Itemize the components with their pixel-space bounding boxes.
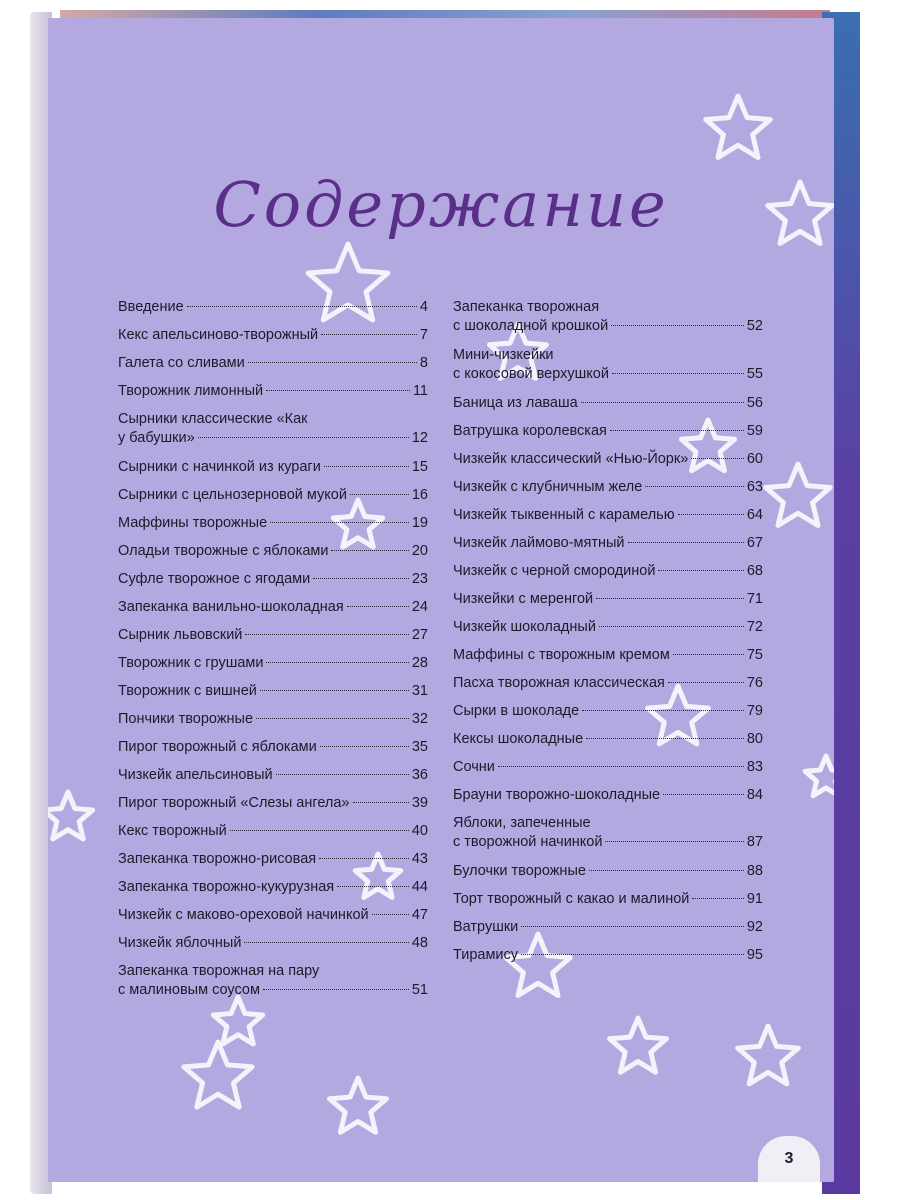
toc-entry bbox=[453, 618, 763, 637]
dot-leader bbox=[248, 362, 417, 363]
toc-entry bbox=[118, 382, 428, 401]
toc-entry-title: Чизкейк лаймово-мятный bbox=[453, 535, 625, 551]
dot-leader bbox=[347, 606, 409, 607]
toc-entry-page: 55 bbox=[746, 366, 763, 382]
toc-entry-page: 95 bbox=[746, 947, 763, 963]
toc-entry bbox=[118, 326, 428, 345]
toc-entry bbox=[118, 962, 428, 1000]
toc-entry-page: 64 bbox=[746, 507, 763, 523]
toc-entry bbox=[118, 822, 428, 841]
toc-entry-page: 11 bbox=[412, 383, 428, 399]
toc-entry-page: 92 bbox=[746, 919, 763, 935]
toc-entry-title: Творожник с грушами bbox=[118, 655, 264, 671]
toc-entry bbox=[453, 478, 763, 497]
dot-leader bbox=[198, 437, 409, 438]
dot-leader bbox=[324, 466, 409, 467]
toc-entry-title: Сочни bbox=[453, 759, 495, 775]
dot-leader bbox=[350, 494, 409, 495]
dot-leader bbox=[668, 682, 744, 683]
toc-entry-title-line: Мини-чизкейки bbox=[453, 347, 554, 363]
toc-entry bbox=[118, 906, 428, 925]
dot-leader bbox=[596, 598, 744, 599]
dot-leader bbox=[589, 870, 744, 871]
toc-entry-title: Творожник лимонный bbox=[118, 383, 264, 399]
toc-entry-page: 23 bbox=[411, 571, 428, 587]
star-outline-icon bbox=[766, 464, 831, 526]
toc-entry bbox=[453, 674, 763, 693]
toc-entry-title: Чизкейк шоколадный bbox=[453, 619, 596, 635]
toc-entry bbox=[118, 934, 428, 953]
toc-entry bbox=[453, 890, 763, 909]
toc-entry-title: Пирог творожный «Слезы ангела» bbox=[118, 795, 350, 811]
toc-entry-title: Галета со сливами bbox=[118, 355, 245, 371]
toc-entry-page: 79 bbox=[746, 703, 763, 719]
toc-entry-title: Сырник львовский bbox=[118, 627, 243, 643]
toc-entry-page: 12 bbox=[411, 430, 428, 446]
toc-entry-page: 67 bbox=[746, 535, 763, 551]
dot-leader bbox=[266, 390, 410, 391]
dot-leader bbox=[692, 898, 743, 899]
dot-leader bbox=[372, 914, 409, 915]
dot-leader bbox=[270, 522, 409, 523]
toc-entry-title: Маффины творожные bbox=[118, 515, 268, 531]
page-title: Содержание bbox=[213, 168, 669, 241]
toc-entry-page: 32 bbox=[411, 711, 428, 727]
toc-entry-page: 4 bbox=[419, 299, 428, 315]
dot-leader bbox=[658, 570, 743, 571]
toc-entry-page: 88 bbox=[746, 863, 763, 879]
toc-entry bbox=[453, 814, 763, 852]
toc-entry bbox=[453, 590, 763, 609]
toc-entry-title: Маффины с творожным кремом bbox=[453, 647, 670, 663]
toc-entry-title: Запеканка ванильно-шоколадная bbox=[118, 599, 344, 615]
toc-entry-page: 83 bbox=[746, 759, 763, 775]
toc-entry-page: 43 bbox=[411, 851, 428, 867]
toc-entry bbox=[118, 654, 428, 673]
toc-entry bbox=[118, 794, 428, 813]
toc-entry-title-line: Запеканка творожная на пару bbox=[118, 963, 320, 979]
toc-entry-page: 27 bbox=[411, 627, 428, 643]
dot-leader bbox=[276, 774, 409, 775]
toc-entry-page: 87 bbox=[746, 834, 763, 850]
toc-entry-title: Чизкейк яблочный bbox=[118, 935, 242, 951]
dot-leader bbox=[612, 373, 744, 374]
toc-entry-title: у бабушки» bbox=[118, 430, 195, 446]
dot-leader bbox=[353, 802, 409, 803]
star-outline-icon bbox=[213, 997, 262, 1044]
toc-entry bbox=[453, 562, 763, 581]
toc-entry-title: Запеканка творожно-кукурузная bbox=[118, 879, 335, 895]
dot-leader bbox=[321, 334, 417, 335]
toc-entry-title-line: Сырники классические «Как bbox=[118, 411, 308, 427]
dot-leader bbox=[678, 514, 744, 515]
toc-entry-title: Суфле творожное с ягодами bbox=[118, 571, 311, 587]
toc-entry bbox=[453, 786, 763, 805]
toc-entry-title: Брауни творожно-шоколадные bbox=[453, 787, 661, 803]
toc-entry-title: Пирог творожный с яблоками bbox=[118, 739, 317, 755]
dot-leader bbox=[498, 766, 744, 767]
toc-entry-title-line: Яблоки, запеченные bbox=[453, 815, 591, 831]
toc-entry-title: Кекс творожный bbox=[118, 823, 227, 839]
dot-leader bbox=[266, 662, 408, 663]
toc-entry-page: 48 bbox=[411, 935, 428, 951]
toc-entry-page: 24 bbox=[411, 599, 428, 615]
dot-leader bbox=[691, 458, 744, 459]
toc-entry-title: Сырки в шоколаде bbox=[453, 703, 580, 719]
toc-entry bbox=[118, 542, 428, 561]
toc-entry bbox=[118, 626, 428, 645]
toc-entry-title: Баница из лаваша bbox=[453, 395, 578, 411]
dot-leader bbox=[581, 402, 744, 403]
toc-entry bbox=[118, 850, 428, 869]
page-number: 3 bbox=[758, 1136, 820, 1182]
dot-leader bbox=[331, 550, 408, 551]
toc-entry-page: 16 bbox=[411, 487, 428, 503]
toc-entry bbox=[453, 394, 763, 413]
toc-entry-page: 91 bbox=[746, 891, 763, 907]
contents-page bbox=[48, 18, 834, 1182]
toc-entry-title: Булочки творожные bbox=[453, 863, 586, 879]
toc-entry bbox=[118, 354, 428, 373]
toc-entry-title: Сырники с цельнозерновой мукой bbox=[118, 487, 347, 503]
toc-entry bbox=[453, 646, 763, 665]
dot-leader bbox=[521, 926, 744, 927]
toc-entry bbox=[118, 486, 428, 505]
dot-leader bbox=[610, 430, 744, 431]
toc-entry-page: 8 bbox=[419, 355, 428, 371]
toc-entry bbox=[453, 506, 763, 525]
toc-entry-title: Чизкейк апельсиновый bbox=[118, 767, 273, 783]
dot-leader bbox=[263, 989, 409, 990]
toc-entry bbox=[453, 422, 763, 441]
toc-entry-page: 51 bbox=[411, 982, 428, 998]
dot-leader bbox=[319, 858, 409, 859]
star-outline-icon bbox=[738, 1026, 799, 1084]
dot-leader bbox=[313, 578, 409, 579]
toc-entry-page: 72 bbox=[746, 619, 763, 635]
toc-entry-title: с малиновым соусом bbox=[118, 982, 260, 998]
dot-leader bbox=[645, 486, 744, 487]
star-outline-icon bbox=[805, 756, 834, 796]
toc-entry-title: с кокосовой верхушкой bbox=[453, 366, 609, 382]
toc-entry-title: с шоколадной крошкой bbox=[453, 318, 609, 334]
dot-leader bbox=[611, 325, 744, 326]
toc-entry-page: 19 bbox=[411, 515, 428, 531]
toc-entry-page: 68 bbox=[746, 563, 763, 579]
toc-entry bbox=[453, 346, 763, 384]
toc-entry bbox=[453, 946, 763, 965]
toc-entry-title: Тирамису bbox=[453, 947, 519, 963]
dot-leader bbox=[320, 746, 409, 747]
toc-entry bbox=[118, 298, 428, 317]
toc-entry bbox=[453, 450, 763, 469]
star-outline-icon bbox=[706, 96, 771, 158]
toc-entry bbox=[453, 702, 763, 721]
toc-entry-page: 63 bbox=[746, 479, 763, 495]
toc-entry-page: 52 bbox=[746, 318, 763, 334]
toc-entry-page: 76 bbox=[746, 675, 763, 691]
toc-entry-page: 31 bbox=[411, 683, 428, 699]
toc-entry-title: Пончики творожные bbox=[118, 711, 254, 727]
star-outline-icon bbox=[184, 1042, 252, 1107]
dot-leader bbox=[605, 841, 743, 842]
toc-entry-page: 7 bbox=[419, 327, 428, 343]
dot-leader bbox=[230, 830, 409, 831]
dot-leader bbox=[628, 542, 744, 543]
dot-leader bbox=[187, 306, 417, 307]
dot-leader bbox=[260, 690, 409, 691]
dot-leader bbox=[244, 942, 408, 943]
toc-entry bbox=[118, 458, 428, 477]
toc-entry-title: с творожной начинкой bbox=[453, 834, 603, 850]
toc-entry-title: Чизкейк с маково-ореховой начинкой bbox=[118, 907, 369, 923]
dot-leader bbox=[586, 738, 744, 739]
toc-entry-page: 28 bbox=[411, 655, 428, 671]
toc-entry-title: Сырники с начинкой из кураги bbox=[118, 459, 321, 475]
toc-entry-title-line: Запеканка творожная bbox=[453, 299, 600, 315]
dot-leader bbox=[599, 626, 744, 627]
toc-entry-page: 20 bbox=[411, 543, 428, 559]
toc-entry-title: Чизкейк с черной смородиной bbox=[453, 563, 656, 579]
toc-entry-title: Чизкейки с меренгой bbox=[453, 591, 594, 607]
star-outline-icon bbox=[330, 1078, 387, 1132]
toc-entry-title: Творожник с вишней bbox=[118, 683, 257, 699]
dot-leader bbox=[256, 718, 409, 719]
toc-entry bbox=[118, 570, 428, 589]
toc-entry-page: 56 bbox=[746, 395, 763, 411]
star-outline-icon bbox=[610, 1018, 667, 1072]
toc-entry bbox=[453, 730, 763, 749]
toc-entry bbox=[453, 862, 763, 881]
toc-entry-title: Чизкейк с клубничным желе bbox=[453, 479, 643, 495]
toc-entry bbox=[118, 766, 428, 785]
dot-leader bbox=[337, 886, 409, 887]
toc-entry-title: Пасха творожная классическая bbox=[453, 675, 665, 691]
toc-entry-page: 35 bbox=[411, 739, 428, 755]
toc-entry bbox=[118, 710, 428, 729]
toc-entry bbox=[118, 738, 428, 757]
toc-entry-page: 36 bbox=[411, 767, 428, 783]
star-outline-icon bbox=[48, 792, 93, 839]
toc-entry-page: 15 bbox=[411, 459, 428, 475]
dot-leader bbox=[673, 654, 744, 655]
toc-entry-page: 75 bbox=[746, 647, 763, 663]
toc-entry-page: 71 bbox=[746, 591, 763, 607]
toc-entry bbox=[118, 598, 428, 617]
toc-entry bbox=[453, 534, 763, 553]
toc-entry-page: 60 bbox=[746, 451, 763, 467]
toc-entry-title: Кексы шоколадные bbox=[453, 731, 584, 747]
toc-entry-page: 80 bbox=[746, 731, 763, 747]
toc-entry-page: 44 bbox=[411, 879, 428, 895]
toc-entry-page: 47 bbox=[411, 907, 428, 923]
toc-entry-page: 84 bbox=[746, 787, 763, 803]
toc-entry-title: Чизкейк классический «Нью-Йорк» bbox=[453, 451, 689, 467]
toc-entry-title: Торт творожный с какао и малиной bbox=[453, 891, 690, 907]
toc-entry-title: Ватрушка королевская bbox=[453, 423, 607, 439]
dot-leader bbox=[663, 794, 744, 795]
toc-entry-title: Чизкейк тыквенный с карамелью bbox=[453, 507, 675, 523]
dot-leader bbox=[245, 634, 408, 635]
toc-entry bbox=[118, 878, 428, 897]
toc-entry-page: 39 bbox=[411, 795, 428, 811]
toc-entry bbox=[118, 410, 428, 448]
toc-entry-title: Запеканка творожно-рисовая bbox=[118, 851, 317, 867]
toc-entry bbox=[453, 758, 763, 777]
toc-entry-page: 40 bbox=[411, 823, 428, 839]
toc-entry bbox=[453, 298, 763, 336]
toc-entry-title: Кекс апельсиново-творожный bbox=[118, 327, 319, 343]
toc-entry bbox=[453, 918, 763, 937]
toc-entry-title: Ватрушки bbox=[453, 919, 519, 935]
toc-entry-title: Введение bbox=[118, 299, 184, 315]
dot-leader bbox=[582, 710, 744, 711]
dot-leader bbox=[521, 954, 744, 955]
toc-entry-page: 59 bbox=[746, 423, 763, 439]
toc-entry bbox=[118, 514, 428, 533]
toc-entry bbox=[118, 682, 428, 701]
toc-entry-title: Оладьи творожные с яблоками bbox=[118, 543, 329, 559]
